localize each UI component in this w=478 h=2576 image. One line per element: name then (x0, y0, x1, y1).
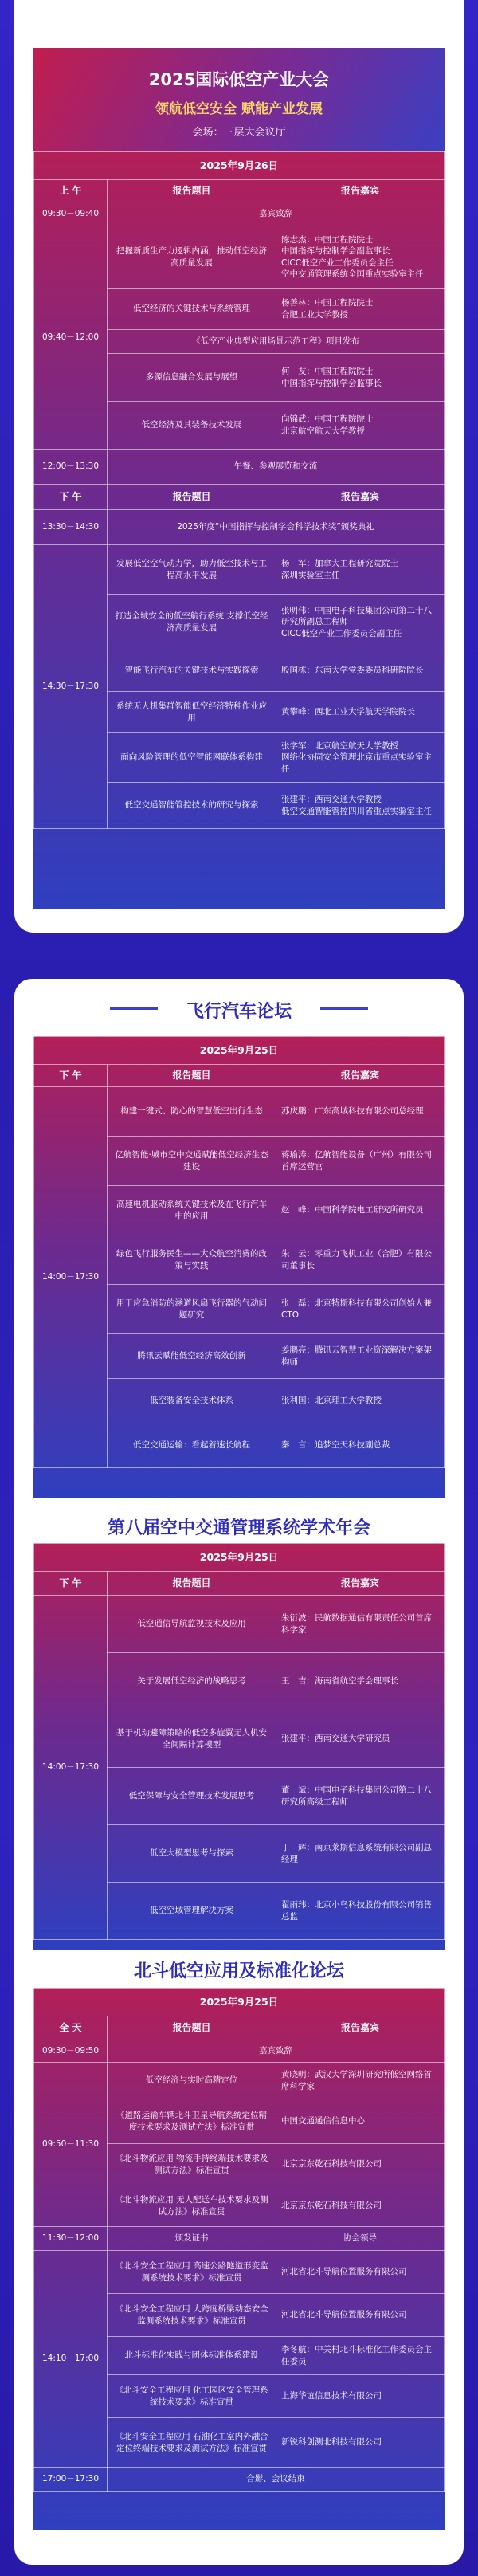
report-topic: 低空交通运输：看起着速长航程 (108, 1423, 276, 1468)
report-speaker: 张利国：北京理工大学教授 (276, 1379, 445, 1423)
conference-banner (33, 48, 445, 151)
session-cell: 合影、会议结束 (108, 2468, 445, 2492)
col-speaker: 报告嘉宾 (276, 1572, 445, 1596)
forum-title: 北斗低空应用及标准化论坛 (133, 1961, 344, 1981)
main-agenda-table (33, 151, 445, 829)
report-topic: 低空交通智能管控技术的研究与探索 (108, 783, 276, 829)
col-topic: 报告题目 (108, 1065, 276, 1087)
report-topic: 低空经济的关键技术与系统管理 (108, 289, 276, 330)
report-topic: 《北斗安全工程应用 高速公路隧道形变监测系统技术要求》标准宣贯 (108, 2251, 276, 2294)
report-speaker: 北京京东乾石科技有限公司 (276, 2185, 445, 2227)
report-topic: 构建一键式、防心的智慧低空出行生态 (108, 1087, 276, 1137)
award-cell: 2025年度“中国指挥与控制学会科学技术奖”颁奖典礼 (108, 510, 445, 545)
session-cell: 午餐、参观展览和交流 (108, 450, 445, 485)
report-topic: 基于机动避障策略的低空多旋翼无人机安全间隔计算模型 (108, 1710, 276, 1768)
report-topic: 发展低空空气动力学，助力低空技术与工程高水平发展 (108, 545, 276, 595)
time-cell: 12:00－13:30 (34, 450, 108, 485)
report-speaker: 朱衍波：民航数据通信有限责任公司首席科学家 (276, 1596, 445, 1653)
forum-date: 2025年9月25日 (34, 1037, 445, 1065)
session-cell: 嘉宾致辞 (108, 2040, 445, 2063)
report-topic: 低空大模型思考与探索 (108, 1825, 276, 1883)
col-speaker: 报告嘉宾 (276, 1065, 445, 1087)
col-topic: 报告题目 (108, 180, 276, 202)
conference-title: 2025国际低空产业大会 (148, 70, 330, 89)
report-topic: 多源信息融合发展与展望 (108, 354, 276, 402)
time-cell: 14:10－17:00 (34, 2251, 108, 2468)
am-label: 上 午 (34, 180, 108, 202)
time-cell: 14:00－17:30 (34, 1596, 108, 1940)
period-label: 下 午 (34, 1065, 108, 1087)
report-topic: 系统无人机集群智能低空经济特种作业应用 (108, 692, 276, 733)
conference-slogan: 领航低空安全 赋能产业发展 (155, 101, 323, 117)
forum-table (33, 1988, 445, 2492)
report-speaker: 河北省北斗导航位置服务有限公司 (276, 2251, 445, 2294)
time-cell: 09:40－12:00 (34, 226, 108, 450)
title-divider (320, 1007, 368, 1010)
forum-table-wrap (33, 1543, 445, 1950)
time-cell: 09:30－09:40 (34, 202, 108, 226)
report-topic: 低空通信导航监视技术及应用 (108, 1596, 276, 1653)
col-topic: 报告题目 (108, 2016, 276, 2040)
report-speaker: 黄攀峰：西北工业大学航天学院院长 (276, 692, 445, 733)
report-speaker: 张建平：西南交通大学教授 低空交通智能管控四川省重点实验室主任 (276, 783, 445, 829)
report-topic: 面向风险管理的低空智能网联体系构建 (108, 733, 276, 783)
time-cell: 11:30－12:00 (34, 2227, 108, 2251)
report-topic: 关于发展低空经济的战略思考 (108, 1653, 276, 1710)
forum-table (33, 1036, 445, 1468)
report-speaker: 杨善林：中国工程院院士 合肥工业大学教授 (276, 289, 445, 330)
period-label: 下 午 (34, 1572, 108, 1596)
report-topic: 《北斗安全工程应用 化工园区安全管理系统技术要求》标准宣贯 (108, 2375, 276, 2418)
report-speaker: 蒋瑜涛：亿航智能设备（广州）有限公司首席运营官 (276, 1137, 445, 1186)
report-speaker: 张 磊：北京特斯科技有限公司创始人兼CTO (276, 1285, 445, 1334)
report-speaker: 张建平：西南交通大学研究员 (276, 1710, 445, 1768)
session-cell: 《低空产业典型应用场景示范工程》项目发布 (108, 330, 445, 354)
report-speaker: 河北省北斗导航位置服务有限公司 (276, 2294, 445, 2337)
forum-table-wrap (33, 1988, 445, 2530)
forums-card (14, 979, 464, 2565)
col-speaker: 报告嘉宾 (276, 485, 445, 510)
report-topic: 低空经济及其装备技术发展 (108, 402, 276, 450)
report-speaker: 殷国栋：东南大学党委委员科研院院长 (276, 650, 445, 692)
report-topic: 低空保障与安全管理技术发展思考 (108, 1768, 276, 1825)
conference-venue: 会场：三层大会议厅 (192, 127, 286, 139)
report-topic: 《北斗安全工程应用 大跨度桥梁动态安全监测系统技术要求》标准宣贯 (108, 2294, 276, 2337)
col-speaker: 报告嘉宾 (276, 180, 445, 202)
report-topic: 打造全域安全的低空航行系统 支撑低空经济高质量发展 (108, 595, 276, 650)
report-topic: 亿航智能·城市空中交通赋能低空经济生态建设 (108, 1137, 276, 1186)
report-topic: 《道路运输车辆北斗卫星导航系统定位精度技术要求及测试方法》标准宣贯 (108, 2099, 276, 2144)
report-speaker: 新锐科创测北科技有限公司 (276, 2418, 445, 2468)
session-cell: 嘉宾致辞 (108, 202, 445, 226)
col-topic: 报告题目 (108, 1572, 276, 1596)
report-speaker: 李冬航：中关村北斗标准化工作委员会主任委员 (276, 2337, 445, 2375)
forum-table-wrap (33, 1036, 445, 1498)
col-topic: 报告题目 (108, 485, 276, 510)
report-speaker: 何 友：中国工程院院士 中国指挥与控制学会监事长 (276, 354, 445, 402)
report-topic: 用于应急消防的涵道风扇飞行器的气动问题研究 (108, 1285, 276, 1334)
report-topic: 《北斗物流应用 物流手持终端技术要求及测试方法》标准宣贯 (108, 2144, 276, 2185)
time-cell: 09:50－11:30 (34, 2063, 108, 2227)
forum-date: 2025年9月25日 (34, 1544, 445, 1572)
report-topic: 《北斗物流应用 无人配送车技术要求及测试方法》标准宣贯 (108, 2185, 276, 2227)
report-topic: 低空经济与实时高精定位 (108, 2063, 276, 2099)
report-speaker: 朱 云：零重力飞机工业（合肥）有限公司董事长 (276, 1235, 445, 1285)
report-speaker: 北京京东乾石科技有限公司 (276, 2144, 445, 2185)
agenda-date: 2025年9月26日 (34, 152, 445, 180)
col-speaker: 报告嘉宾 (276, 2016, 445, 2040)
pm-label: 下 午 (34, 485, 108, 510)
report-topic: 智能飞行汽车的关键技术与实践探索 (108, 650, 276, 692)
report-topic: 《北斗安全工程应用 石油化工室内外融合定位终端技术要求及测试方法》标准宣贯 (108, 2418, 276, 2468)
report-speaker: 张学军：北京航空航天大学教授 网络化协同安全管理北京市重点实验室主任 (276, 733, 445, 783)
report-speaker: 陈志杰：中国工程院院士 中国指挥与控制学会副监事长 CICC低空产业工作委员会主任 空中交通管理系统全国重点实验室主任 (276, 226, 445, 289)
forum-date: 2025年9月25日 (34, 1989, 445, 2016)
report-speaker: 秦 言：追梦空天科技副总裁 (276, 1423, 445, 1468)
report-speaker: 黄晓明：武汉大学深圳研究所低空网络首席科学家 (276, 2063, 445, 2099)
report-speaker: 张明伟：中国电子科技集团公司第二十八研究所副总工程师 CICC低空产业工作委员会副主任 (276, 595, 445, 650)
time-cell: 14:30－17:30 (34, 545, 108, 829)
report-speaker: 向锦武：中国工程院院士 北京航空航天大学教授 (276, 402, 445, 450)
report-topic: 低空空域管理解决方案 (108, 1883, 276, 1940)
time-cell: 13:30－14:30 (34, 510, 108, 545)
report-speaker: 赵 峰：中国科学院电工研究所研究员 (276, 1186, 445, 1235)
main-agenda-card (14, 0, 464, 933)
session-speaker: 协会领导 (276, 2227, 445, 2251)
time-cell: 17:00－17:30 (34, 2468, 108, 2492)
forum-title: 第八届空中交通管理系统学术年会 (107, 1518, 370, 1538)
report-speaker: 上海华谊信息技术有限公司 (276, 2375, 445, 2418)
report-speaker: 中国交通通信信息中心 (276, 2099, 445, 2144)
report-speaker: 丁 辉：南京莱斯信息系统有限公司副总经理 (276, 1825, 445, 1883)
report-speaker: 王 吉：海南省航空学会理事长 (276, 1653, 445, 1710)
time-cell: 09:30－09:50 (34, 2040, 108, 2063)
report-speaker: 董 斌：中国电子科技集团公司第二十八研究所高级工程师 (276, 1768, 445, 1825)
main-agenda-table-wrap (33, 151, 445, 909)
report-topic: 把握新质生产力逻辑内涵，推动低空经济高质量发展 (108, 226, 276, 289)
forum-table (33, 1543, 445, 1940)
report-topic: 低空装备安全技术体系 (108, 1379, 276, 1423)
report-topic: 腾讯云赋能低空经济高效创新 (108, 1334, 276, 1379)
report-speaker: 翟雨玮：北京小鸟科技股份有限公司销售总监 (276, 1883, 445, 1940)
report-topic: 高速电机驱动系统关键技术及在飞行汽车中的应用 (108, 1186, 276, 1235)
report-topic: 北斗标准化实践与团体标准体系建设 (108, 2337, 276, 2375)
period-label: 全 天 (34, 2016, 108, 2040)
report-speaker: 姜鹏亮：腾讯云智慧工业资深解决方案架构师 (276, 1334, 445, 1379)
report-topic: 绿色飞行服务民生——大众航空消费的政策与实践 (108, 1235, 276, 1285)
report-speaker: 苏庆鹏：广东高域科技有限公司总经理 (276, 1087, 445, 1137)
report-speaker: 杨 军：加拿大工程研究院院士 深圳实验室主任 (276, 545, 445, 595)
time-cell: 14:00－17:30 (34, 1087, 108, 1468)
session-cell: 颁发证书 (108, 2227, 276, 2251)
forum-title: 飞行汽车论坛 (186, 1002, 292, 1022)
